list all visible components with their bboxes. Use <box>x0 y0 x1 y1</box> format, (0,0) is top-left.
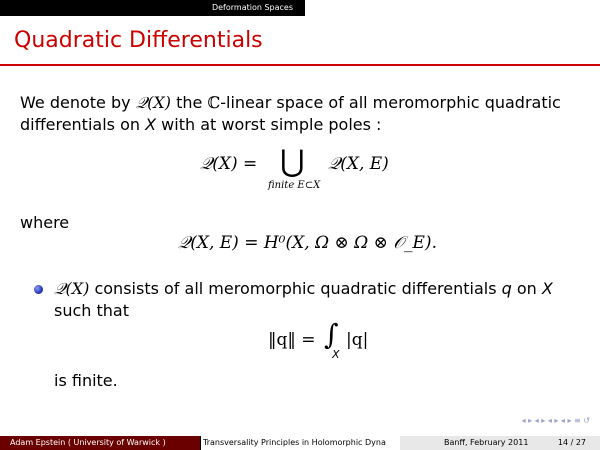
footer-talk-title: Transversality Principles in Holomorphic Dyna <box>200 436 400 450</box>
intro-text-b: the <box>176 93 203 112</box>
eq3-integral: ∫ <box>324 318 339 351</box>
eq1-lhs: 𝒬(X) = <box>200 154 258 174</box>
bullet-icon <box>34 285 43 294</box>
math-C: ℂ <box>207 93 221 112</box>
eq1-union: ⋃ <box>280 144 305 179</box>
finite-text: is finite. <box>54 371 118 390</box>
footer <box>0 436 600 450</box>
math-QX: 𝒬(X) <box>135 93 172 112</box>
math-X: X <box>145 115 157 134</box>
intro-text-d: differentials on <box>20 115 140 134</box>
intro-line-1 <box>20 92 561 114</box>
eq3-lhs: ‖q‖ = <box>268 330 316 350</box>
intro-text-c: -linear space of all meromorphic quadratic <box>220 93 561 112</box>
equation-2: 𝒬(X, E) = H⁰(X, Ω ⊗ Ω ⊗ 𝒪_E). <box>178 233 437 253</box>
bullet-text-b: on <box>516 279 537 298</box>
intro-text-e: with at worst simple poles : <box>161 115 382 134</box>
bullet-QX: 𝒬(X) <box>54 279 90 298</box>
equation-3 <box>268 318 388 366</box>
where-label: where <box>20 213 70 232</box>
intro-line-2 <box>20 114 381 136</box>
footer-right <box>400 436 600 450</box>
intro-text-a: We denote by <box>20 93 131 112</box>
equation-1 <box>200 144 420 198</box>
bullet-text-a: consists of all meromorphic quadratic differentials <box>94 279 497 298</box>
footer-page-number: 14 / 27 <box>557 438 586 447</box>
eq1-rhs: 𝒬(X, E) <box>328 154 389 174</box>
beamer-nav-icons[interactable]: ◂ ▸ ◂ ▸ ◂ ▸ ◂ ▸ ≡ ↺ <box>521 416 590 425</box>
bullet-q: q <box>501 279 512 298</box>
eq3-sub: X <box>332 348 340 361</box>
eq3-rhs: |q| <box>346 330 369 350</box>
bullet-line-2: such that <box>54 301 129 320</box>
title-rule <box>0 64 600 66</box>
section-tab-label[interactable]: Deformation Spaces <box>200 0 305 16</box>
bullet-line-1 <box>54 278 553 300</box>
frame-title: Quadratic Differentials <box>14 28 263 53</box>
bullet-X: X <box>541 279 553 298</box>
footer-author: Adam Epstein ( University of Warwick ) <box>0 436 200 450</box>
top-right-panel <box>305 0 600 16</box>
footer-date: Banff, February 2011 <box>444 438 529 447</box>
eq1-sub: finite E⊂X <box>268 180 321 191</box>
